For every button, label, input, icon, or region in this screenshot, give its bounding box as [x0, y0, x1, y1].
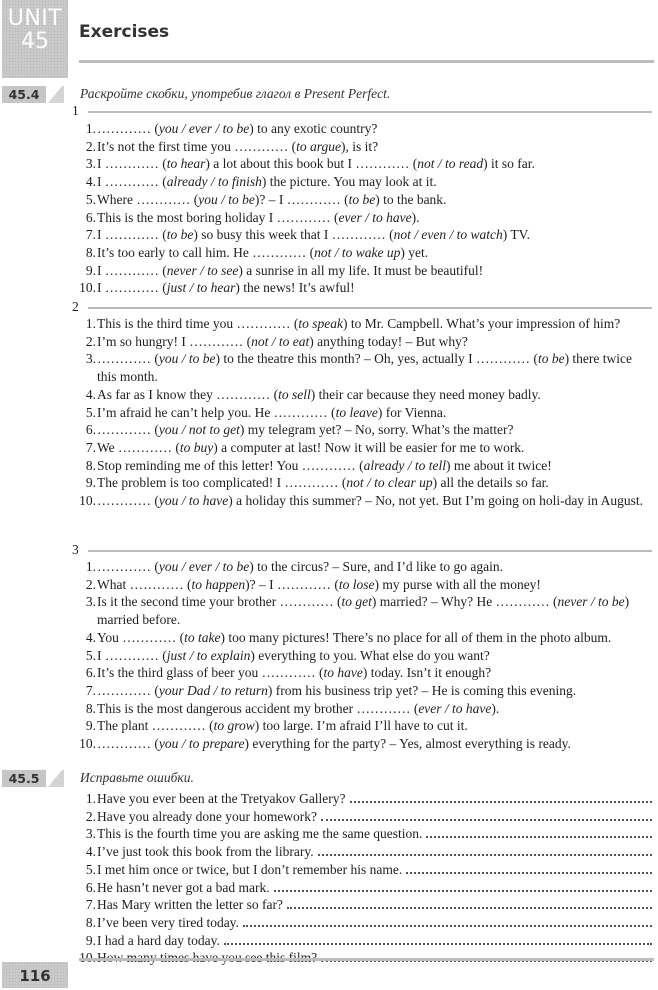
exercise-item: 10. I ………… (just / to hear) the news! It’s awful! [79, 280, 355, 296]
part-divider [88, 550, 652, 552]
exercise-list-part-3 [72, 558, 652, 753]
correction-item [72, 790, 652, 808]
part-header-3 [72, 542, 652, 558]
exercise-item: 5. I’m afraid he can’t help you. He ………… (to leave) for Vienna. [85, 404, 447, 420]
exercise-item: 5. I ………… (just / to explain) everything to you. What else do you want? [85, 647, 490, 663]
answer-line[interactable] [318, 843, 652, 856]
item-number: 2. [85, 808, 96, 824]
correction-item [72, 825, 652, 843]
exercise-item: 8. Stop reminding me of this letter! You ………… (already / to tell) me about it twice! [85, 457, 552, 473]
exercise-item: 1. This is the third time you ………… (to speak) to Mr. Campbell. What’s your impression of him? [85, 316, 621, 331]
answer-line[interactable] [243, 914, 652, 927]
part-number: 2 [72, 299, 79, 314]
unit-badge [2, 0, 68, 78]
exercise-item: 1. ………… (you / ever / to be) to any exotic country? [85, 121, 378, 136]
slash-decoration-icon [48, 86, 64, 103]
answer-line[interactable] [224, 932, 652, 945]
item-number: 9. [85, 932, 96, 948]
exercise-instruction: Исправьте ошибки. [80, 770, 194, 785]
answer-line[interactable] [274, 879, 652, 892]
exercise-item: 10. ………… (you / to have) a holiday this summer? – No, not yet. But I’m going on holi-day in August. [79, 493, 643, 509]
header-divider [79, 60, 654, 63]
item-text: Have you ever been at the Tretyakov Gallery? [97, 791, 346, 806]
slash-decoration-icon [48, 770, 64, 787]
exercise-item: 4. You ………… (to take) too many pictures! There’s no place for all of them in the photo album. [85, 629, 612, 645]
exercise-number-45-5: 45.5 [2, 770, 46, 787]
exercise-instruction: Раскройте скобки, употребив глагол в Present Perfect. [80, 86, 391, 101]
item-number: 7. [85, 897, 96, 913]
exercise-item: 2. I’m so hungry! I ………… (not / to eat) anything today! – But why? [85, 333, 468, 349]
item-number: 4. [85, 844, 96, 860]
item-text: This is the fourth time you are asking me the same question. [97, 826, 423, 842]
part-divider [88, 111, 652, 113]
item-text: I met him once or twice, but I don’t remember his name. [97, 861, 403, 877]
exercise-item: 7. ………… (your Dad / to return) from his business trip yet? – He is coming this evening. [85, 682, 577, 698]
item-number: 8. [85, 914, 96, 930]
exercise-item: 6. ………… (you / not to get) my telegram yet? – No, sorry. What’s the matter? [85, 422, 514, 438]
item-number: 5. [85, 861, 96, 877]
correction-item [72, 896, 652, 914]
exercise-item: 1. ………… (you / ever / to be) to the circus? – Sure, and I’d like to go again. [85, 559, 504, 574]
item-text: Has Mary written the letter so far? [97, 897, 283, 913]
answer-line[interactable] [350, 790, 652, 803]
answer-line[interactable] [287, 896, 652, 909]
item-number: 3. [85, 826, 96, 842]
correction-item [72, 808, 652, 826]
exercise-number-45-4: 45.4 [2, 86, 46, 103]
answer-line[interactable] [426, 825, 652, 838]
correction-item [72, 879, 652, 897]
exercise-item: 9. The problem is too complicated! I ………… (not / to clear up) all the details so far. [85, 475, 549, 491]
exercise-item: 4. I ………… (already / to finish) the picture. You may look at it. [85, 174, 437, 190]
exercise-item: 2. What ………… (to happen)? – I ………… (to lose) my purse with all the money! [85, 576, 541, 592]
exercise-item: 5. Where ………… (you / to be)? – I ………… (to be) to the bank. [85, 191, 447, 207]
correction-item [72, 843, 652, 861]
part-header-2 [72, 299, 652, 315]
exercise-list-part-2 [72, 315, 652, 510]
footer-divider [79, 958, 654, 961]
item-number: 6. [85, 879, 96, 895]
exercise-item: 3. I ………… (to hear) a lot about this book but I ………… (not / to read) it so far. [85, 156, 535, 172]
exercise-item: 4. As far as I know they ………… (to sell) their car because they need money badly. [85, 386, 541, 402]
correction-item [72, 914, 652, 932]
part-number: 3 [72, 542, 79, 557]
answer-line[interactable] [321, 808, 652, 821]
exercise-list-part-1 [72, 120, 652, 297]
exercise-item: 7. We ………… (to buy) a computer at last! Now it will be easier for me to work. [85, 439, 525, 455]
item-text: I had a hard day today. [97, 932, 220, 948]
exercise-item: 3. Is it the second time your brother ………… (to get) married? – Why? He ………… (never / to be) married before. [85, 594, 630, 628]
part-number: 1 [72, 103, 79, 118]
page-title: Exercises [79, 22, 170, 42]
exercise-item: 3. ………… (you / to be) to the theatre this month? – Oh, yes, actually I ………… (to be) there twice this month. [85, 351, 633, 385]
exercise-item: 9. The plant ………… (to grow) too large. I’m afraid I’ll have to cut it. [85, 718, 468, 734]
item-text: Have you already done your homework? [97, 808, 318, 824]
page-number: 116 [2, 962, 68, 988]
exercise-item: 6. This is the most boring holiday I ………… (ever / to have). [85, 209, 420, 225]
part-divider [88, 307, 652, 309]
exercise-item: 2. It’s not the first time you ………… (to argue), is it? [85, 138, 379, 154]
item-text: He hasn’t never got a bad mark. [97, 879, 270, 895]
item-number: 1. [85, 791, 96, 806]
exercise-item: 8. This is the most dangerous accident my brother ………… (ever / to have). [85, 700, 500, 716]
exercise-item: 10. ………… (you / to prepare) everything for the party? – Yes, almost everything is ready. [79, 736, 571, 752]
exercise-item: 7. I ………… (to be) so busy this week that I ………… (not / even / to watch) TV. [85, 227, 530, 243]
item-text: I’ve just took this book from the library. [97, 844, 314, 860]
exercise-item: 8. It’s too early to call him. He ………… (not / to wake up) yet. [85, 244, 429, 260]
correction-item [72, 861, 652, 879]
unit-number: 45 [21, 29, 49, 54]
exercise-item: 9. I ………… (never / to see) a sunrise in all my life. It must be beautiful! [85, 262, 484, 278]
unit-label: UNIT [7, 6, 63, 31]
part-header-1 [72, 103, 652, 119]
correction-item [72, 932, 652, 950]
correction-list [72, 790, 652, 967]
exercise-item: 6. It’s the third glass of beer you ………… (to have) today. Isn’t it enough? [85, 665, 492, 681]
answer-line[interactable] [406, 861, 652, 874]
item-text: I’ve been very tired today. [97, 914, 239, 930]
